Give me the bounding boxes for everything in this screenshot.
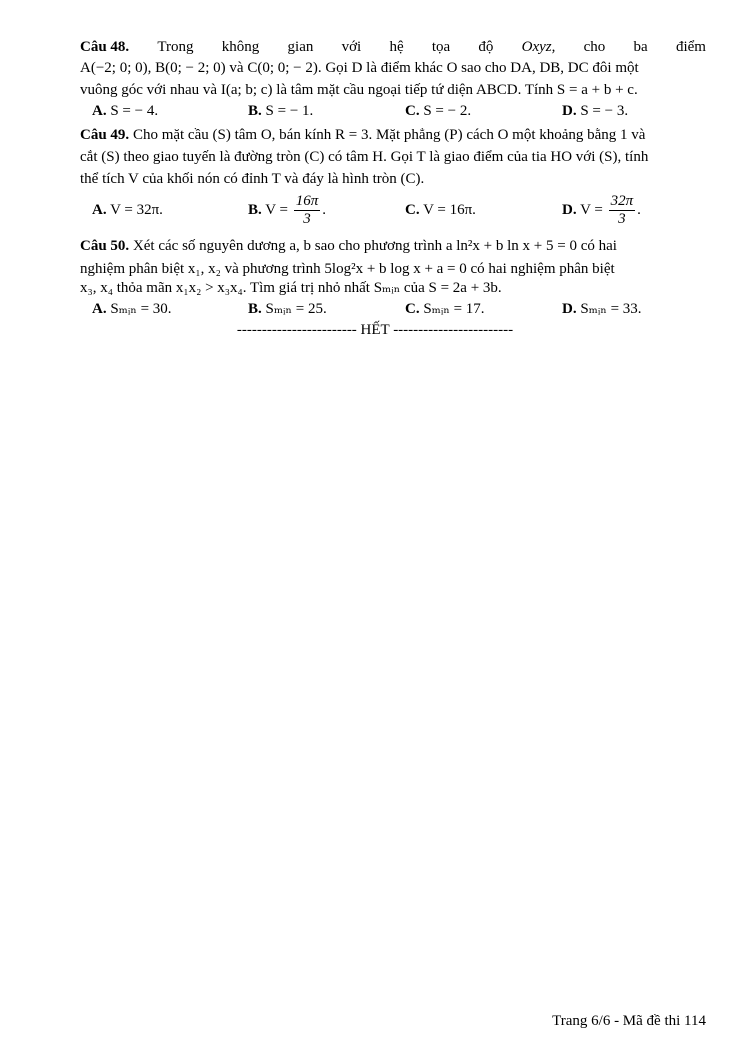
- q48-word: Oxyz,: [521, 39, 556, 55]
- fraction-denominator: 3: [618, 211, 626, 228]
- option-text: S = − 4.: [110, 103, 159, 119]
- q48-option-a[interactable]: [92, 101, 158, 121]
- q49-line-2: cắt (S) theo giao tuyến là đường tròn (C) có tâm H. Gọi T là giao điểm của tia HO với (S), tính: [80, 149, 649, 165]
- end-of-exam-marker: ------------------------ HẾT ------------------------: [236, 322, 514, 338]
- q48-word: độ: [478, 39, 494, 55]
- option-text: V =: [580, 202, 603, 218]
- q48-option-d[interactable]: [562, 101, 628, 121]
- option-letter: C.: [405, 301, 420, 317]
- q48-option-c[interactable]: [405, 101, 471, 121]
- q48-option-b[interactable]: [248, 101, 313, 121]
- q49-line-1: [80, 125, 706, 145]
- fraction-numerator: 16π: [295, 193, 319, 210]
- option-text: Sₘᵢₙ = 17.: [423, 301, 485, 317]
- q50-option-d[interactable]: [562, 299, 642, 319]
- option-letter: D.: [562, 301, 577, 317]
- option-text: S = − 2.: [423, 103, 472, 119]
- option-letter: B.: [248, 103, 262, 119]
- q48-line-3: vuông góc với nhau và I(a; b; c) là tâm mặt cầu ngoại tiếp tứ diện ABCD. Tính S = a + b + c.: [80, 82, 638, 98]
- option-letter: D.: [562, 202, 577, 218]
- q48-word: với: [341, 39, 362, 55]
- option-letter: A.: [92, 301, 107, 317]
- option-text: Sₘᵢₙ = 33.: [580, 301, 642, 317]
- q48-head: Câu 48.: [80, 39, 130, 55]
- option-letter: B.: [248, 202, 262, 218]
- q50-line-1: [80, 236, 706, 256]
- option-text: S = − 1.: [265, 103, 314, 119]
- option-text: V =: [265, 202, 289, 218]
- q50-option-c[interactable]: [405, 299, 485, 319]
- q50-line-3: x₃, x₄ thỏa mãn x₁x₂ > x₃x₄. Tìm giá trị nhỏ nhất Sₘᵢₙ của S = 2a + 3b.: [80, 280, 502, 296]
- q48-word: Trong: [157, 39, 194, 55]
- q49-option-a[interactable]: [92, 200, 163, 220]
- fraction-denominator: 3: [303, 211, 311, 228]
- q49-option-c[interactable]: [405, 200, 476, 220]
- q50-option-b[interactable]: [248, 299, 327, 319]
- option-letter: C.: [405, 103, 420, 119]
- q48-word: không: [221, 39, 260, 55]
- fraction-numerator: 32π: [610, 193, 634, 210]
- option-text: Sₘᵢₙ = 25.: [265, 301, 327, 317]
- q50-option-a[interactable]: [92, 299, 172, 319]
- q48-word: ba: [633, 39, 648, 55]
- fraction: [294, 193, 321, 228]
- q49-text: Cho mặt cầu (S) tâm O, bán kính R = 3. Mặt phẳng (P) cách O một khoảng bằng 1 và: [132, 127, 646, 143]
- q49-head: Câu 49.: [80, 127, 130, 143]
- q48-word: cho: [583, 39, 606, 55]
- q48-word: tọa: [431, 39, 451, 55]
- q49-option-d[interactable]: [562, 189, 641, 231]
- q48-word: hệ: [389, 39, 404, 55]
- q50-line-2: nghiệm phân biệt x₁, x₂ và phương trình 5log²x + b log x + a = 0 có hai nghiệm phân biệt: [80, 261, 615, 277]
- option-letter: B.: [248, 301, 262, 317]
- q48-line-2: A(−2; 0; 0), B(0; − 2; 0) và C(0; 0; − 2). Gọi D là điểm khác O sao cho DA, DB, DC đôi một: [80, 60, 639, 76]
- q50-text: Xét các số nguyên dương a, b sao cho phương trình a ln²x + b ln x + 5 = 0 có hai: [132, 238, 617, 254]
- option-text: Sₘᵢₙ = 30.: [110, 301, 172, 317]
- q49-line-3: thể tích V của khối nón có đỉnh T và đáy là hình tròn (C).: [80, 171, 425, 187]
- option-text: S = − 3.: [580, 103, 629, 119]
- option-letter: C.: [405, 202, 420, 218]
- q48-word: điểm: [675, 39, 706, 55]
- q49-option-b[interactable]: [248, 189, 326, 231]
- page-footer: Trang 6/6 - Mã đề thi 114: [552, 1013, 706, 1029]
- option-text: V = 32π.: [110, 202, 163, 218]
- q48-word: gian: [287, 39, 314, 55]
- option-letter: A.: [92, 103, 107, 119]
- fraction: [609, 193, 636, 228]
- option-punct: .: [637, 202, 641, 218]
- q50-head: Câu 50.: [80, 238, 130, 254]
- option-punct: .: [322, 202, 327, 218]
- option-letter: D.: [562, 103, 577, 119]
- option-text: V = 16π.: [423, 202, 476, 218]
- q48-line-1: [80, 37, 706, 57]
- option-letter: A.: [92, 202, 107, 218]
